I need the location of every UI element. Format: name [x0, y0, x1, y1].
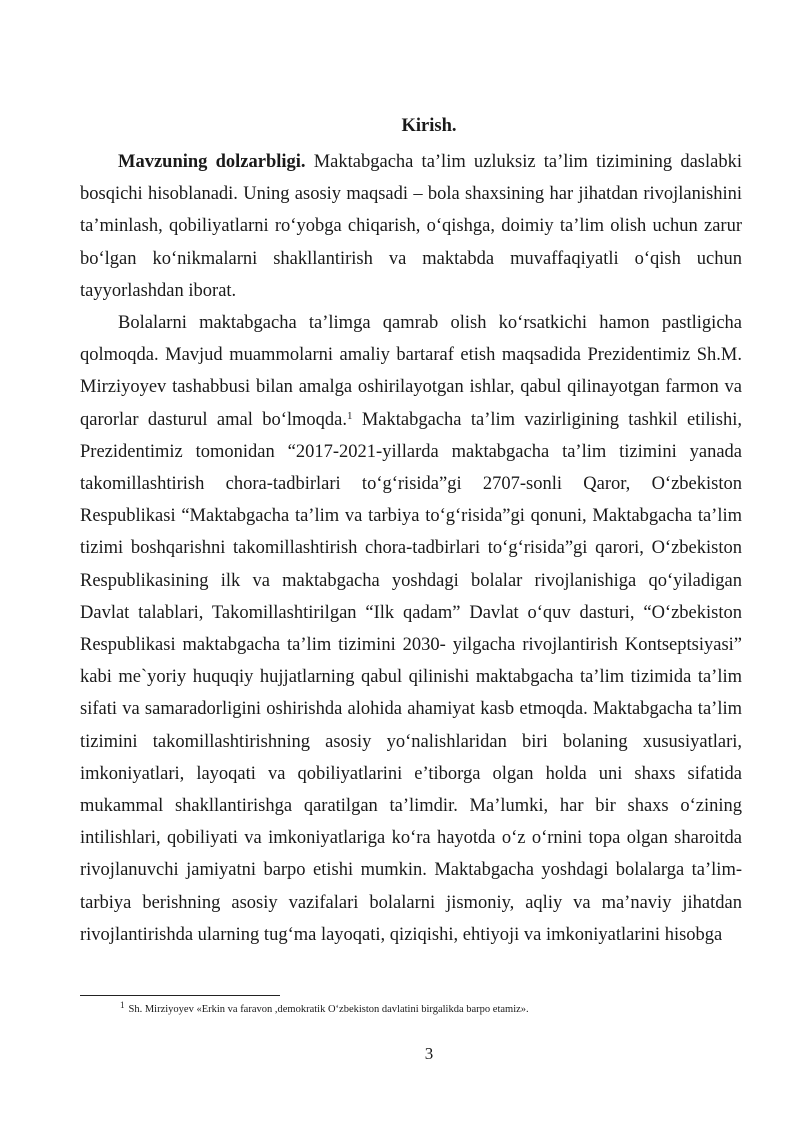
footnote-divider [80, 995, 280, 996]
page-number: 3 [424, 1044, 434, 1063]
paragraph-2 [80, 307, 742, 951]
paragraph-1 [80, 146, 742, 307]
body-text [80, 146, 742, 951]
section-heading: Kirish. [401, 116, 457, 136]
footnote-marker: 1 [120, 1000, 125, 1010]
paragraph-text: Bolalarni maktabgacha ta’limga qamrab olish ko‘rsatkichi hamon pastligicha qolmoqda. Mavjud muammolarni amaliy bartaraf etish maqsadida Prezidentimiz Sh.M. Mirziyoyev tashabbusi bilan amalga oshirilayotgan ishlar, qabul qilinayotgan farmon va qarorlar dasturul amal bo‘lmoqda. [80, 313, 742, 430]
footnote [120, 1000, 760, 1017]
footnote-reference[interactable]: 1 [346, 409, 353, 422]
paragraph-text-continued: Maktabgacha ta’lim vazirligining tashkil etilishi, Prezidentimiz tomonidan “2017-2021-yillarda maktabgacha ta’lim tizimini yanada takomillashtirish chora-tadbirlari to‘g‘risida”gi 2707-sonli Qaror, O‘zbekiston Respublikasi “Maktabgacha ta’lim va tarbiya to‘g‘risida”gi qonuni, Maktabgacha ta’lim tizimi boshqarishni takomillashtirish chora-tadbirlari to‘g‘risida”gi qarori, O‘zbekiston Respublikasining ilk va maktabgacha yoshdagi bolalar rivojlanishiga qo‘yiladigan Davlat talablari, Takomillashtirilgan “Ilk qadam” Davlat o‘quv dasturi, “O‘zbekiston Respublikasi maktabgacha ta’lim tizimini 2030- yilgacha rivojlantirish Kontseptsiyasi” kabi me`yoriy huquqiy hujjatlarning qabul qilinishi maktabgacha ta’lim tizimida ta’lim sifati va samaradorligini oshirishda alohida ahamiyat kasb etmoqda. Maktabgacha ta’lim tizimini takomillashtirishning asosiy yo‘nalishlaridan biri bolaning xususiyatlari, imkoniyatlari, layoqati va qobiliyatlarini e’tiborga olgan holda uni shaxs sifatida mukammal shakllantirishga qaratilgan ta’limdir. Ma’lumki, har bir shaxs o‘zining intilishlari, qobiliyati va imkoniyatlariga ko‘ra hayotda o‘z o‘rnini topa olgan sharoitda rivojlanuvchi jamiyatni barpo etishi mumkin. Maktabgacha yoshdagi bolalarga ta’lim-tarbiya berishning asosiy vazifalari bolalarni jismoniy, aqliy va ma’naviy jihatdan rivojlantirishda ularning tug‘ma layoqati, qiziqishi, ehtiyoji va imkoniyatlarini hisobga [80, 409, 742, 945]
paragraph-text: Maktabgacha ta’lim uzluksiz ta’lim tizimining daslabki bosqichi hisoblanadi. Uning asosiy maqsadi – bola shaxsining har jihatdan rivojlanishini ta’minlash, qobiliyatlarni ro‘yobga chiqarish, o‘qishga, doimiy ta’lim olish uchun zarur bo‘lgan ko‘nikmalarni shakllantirish va maktabda muvaffaqiyatli o‘qish uchun tayyorlashdan iborat. [80, 152, 742, 301]
footnote-text: Sh. Mirziyoyev «Erkin va faravon ,demokratik O‘zbekiston davlatini birgalikda barpo etamiz». [128, 1004, 529, 1015]
paragraph-lead: Mavzuning dolzarbligi. [118, 152, 306, 172]
